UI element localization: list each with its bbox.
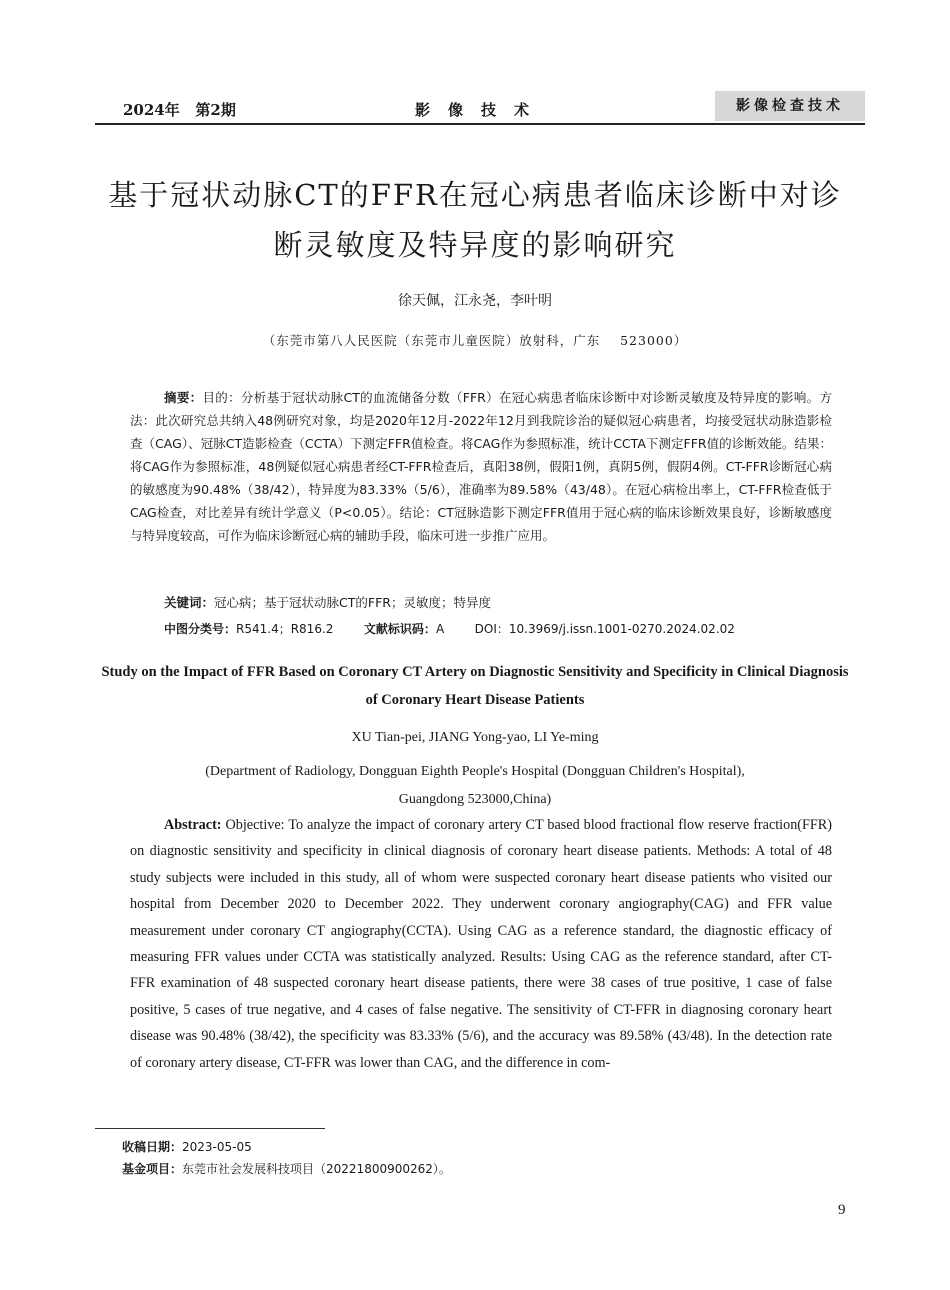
clc-label: 中图分类号： [164, 622, 237, 636]
fund-label: 基金项目： [122, 1162, 183, 1176]
doc-code-value: A [435, 622, 445, 636]
keywords [164, 593, 491, 611]
keywords-text: 冠心病；基于冠状动脉CT的FFR；灵敏度；特异度 [214, 595, 491, 610]
journal-name: 影像技术 [415, 101, 548, 119]
section-tag: 影像检查技术 [715, 91, 865, 121]
abstract-cn-text: 目的：分析基于冠状动脉CT的血流储备分数（FFR）在冠心病患者临床诊断中对诊断灵敏度及特异度的影响。方法：此次研究总共纳入48例研究对象，均是2020年12月-2022年12月到我院诊治的疑似冠心病患者，均接受冠状动脉造影检查（CAG）、冠脉CT造影检查（CCTA）下测定FFR值检查。将CAG作为参照标准，统计CCTA下测定FFR值的诊断效能。结果：将CAG作为参照标准，48例疑似冠心病患者经CT-FFR检查后，真阳38例，假阳1例，真阴5例，假阴4例。CT-FFR诊断冠心病的敏感度为90.48%（38/42），特异度为83.33%（5/6），准确率为89.58%（43/48）。在冠心病检出率上，CT-FFR检查低于CAG检查，对比差异有统计学意义（P<0.05）。结论：CT冠脉造影下测定FFR值用于冠心病的临床诊断效果良好，诊断敏感度与特异度较高，可作为临床诊断冠心病的辅助手段，临床可进一步推广应用。 [130, 390, 832, 543]
page-number: 9 [838, 1202, 846, 1218]
footnote-fund [122, 1160, 451, 1177]
affiliation-cn: （东莞市第八人民医院（东莞市儿童医院）放射科，广东 523000） [262, 333, 688, 348]
abstract-en-label: Abstract: [164, 817, 222, 833]
issue-label: 2024年 第2期 [123, 101, 236, 119]
running-header [95, 93, 865, 125]
footnote-divider [95, 1128, 325, 1129]
article-title-cn: 基于冠状动脉CT的FFR在冠心病患者临床诊断中对诊断灵敏度及特异度的影响研究 [108, 178, 842, 262]
article-title-en: Study on the Impact of FFR Based on Coronary CT Artery on Diagnostic Sensitivity and Specificity in Clinical Diagnosis of Coronary Heart Disease Patients [101, 664, 849, 708]
authors-en: XU Tian-pei, JIANG Yong-yao, LI Ye-ming [351, 730, 599, 745]
doc-code-label: 文献标识码： [363, 622, 436, 636]
received-date: 2023-05-05 [182, 1140, 252, 1154]
received-label: 收稿日期： [122, 1140, 183, 1154]
abstract-en-text: Objective: To analyze the impact of coronary artery CT based blood fractional flow reserve fraction(FFR) on diagnostic sensitivity and specificity in clinical diagnosis of coronary heart disease patients. Methods: A total of 48 study subjects were included in this study, all of whom were suspected coronary heart disease patients who visited our hospital from December 2020 to December 2022. They underwent coronary angiography(CAG) and FFR value measurement under coronary CT angiography(CCTA). Using CAG as a reference standard, the diagnostic efficacy of measuring FFR values under CCTA was statistically analyzed. Results: Using CAG as the reference standard, after CT-FFR examination of 48 suspected coronary heart disease patients, there were 38 cases of true positive, 1 case of false positive, 5 cases of true negative, and 4 cases of false negative. The sensitivity of CT-FFR in diagnosing coronary heart disease was 90.48% (38/42), the specificity was 83.33% (5/6), and the accuracy was 89.58% (43/48). In the detection rate of coronary artery disease, CT-FFR was lower than CAG, and the difference in com- [130, 817, 832, 1071]
footnote-received [122, 1138, 252, 1155]
doi: DOI：10.3969/j.issn.1001-0270.2024.02.02 [474, 622, 735, 636]
fund-text: 东莞市社会发展科技项目（20221800900262）。 [182, 1162, 451, 1176]
keywords-label: 关键词： [164, 595, 215, 610]
abstract-en [130, 812, 832, 1076]
clc-value: R541.4；R816.2 [236, 622, 334, 636]
abstract-cn [130, 386, 832, 547]
affiliation-en: (Department of Radiology, Dongguan Eighth People's Hospital (Dongguan Children's Hospital), Guangdong 523000,China) [205, 764, 745, 807]
classification-line [164, 620, 735, 637]
abstract-cn-label: 摘要： [164, 390, 203, 405]
authors-cn: 徐天佩，江永尧，李叶明 [398, 293, 552, 309]
